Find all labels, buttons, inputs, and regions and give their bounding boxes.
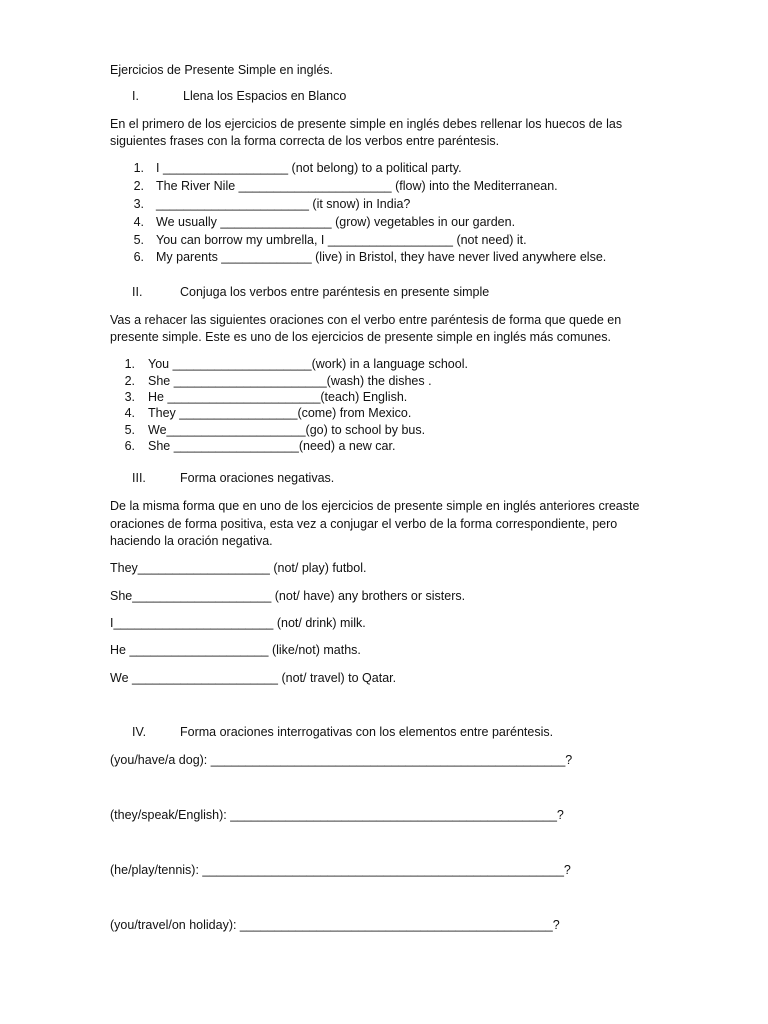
negative-sentence: He ____________________ (like/not) maths. <box>110 643 361 657</box>
section-1-heading: Llena los Espacios en Blanco <box>183 89 347 103</box>
item-number: 5. <box>133 233 144 247</box>
item-number: 4. <box>133 215 144 229</box>
item-number: 1. <box>124 357 135 371</box>
exercise-item: I __________________ (not belong) to a political party. <box>156 161 462 175</box>
item-number: 6. <box>124 439 135 453</box>
exercise-item: You can borrow my umbrella, I __________________ (not need) it. <box>156 233 527 247</box>
section-2-heading: Conjuga los verbos entre paréntesis en presente simple <box>180 285 490 299</box>
negative-sentence: We _____________________ (not/ travel) to Qatar. <box>110 671 397 685</box>
item-number: 2. <box>133 179 144 193</box>
document-title: Ejercicios de Presente Simple en inglés. <box>110 63 334 77</box>
section-3-intro-line: haciendo la oración negativa. <box>110 534 273 548</box>
section-2-numeral: II. <box>132 285 143 299</box>
item-number: 3. <box>133 197 144 211</box>
section-2-intro-line: presente simple. Este es uno de los ejercicios de presente simple en inglés más comunes. <box>110 330 611 344</box>
exercise-item: She __________________(need) a new car. <box>148 439 396 453</box>
exercise-item: We____________________(go) to school by bus. <box>148 423 426 437</box>
negative-sentence: They___________________ (not/ play) futbol. <box>110 561 367 575</box>
item-number: 6. <box>133 250 144 264</box>
section-4-heading: Forma oraciones interrogativas con los elementos entre paréntesis. <box>180 725 554 739</box>
section-3-intro-line: oraciones de forma positiva, esta vez a conjugar el verbo de la forma correspondiente, pero <box>110 517 618 531</box>
item-number: 5. <box>124 423 135 437</box>
question-prompt: (they/speak/English): _______________________________________________? <box>110 808 564 822</box>
section-3-heading: Forma oraciones negativas. <box>180 471 335 485</box>
exercise-item: They _________________(come) from Mexico. <box>148 406 412 420</box>
section-2-intro-line: Vas a rehacer las siguientes oraciones con el verbo entre paréntesis de forma que quede en <box>110 313 622 327</box>
item-number: 2. <box>124 374 135 388</box>
exercise-item: ______________________ (it snow) in India? <box>156 197 411 211</box>
section-4-numeral: IV. <box>132 725 147 739</box>
negative-sentence: She____________________ (not/ have) any brothers or sisters. <box>110 589 466 603</box>
question-prompt: (you/have/a dog): ___________________________________________________? <box>110 753 573 767</box>
item-number: 3. <box>124 390 135 404</box>
question-prompt: (he/play/tennis): ____________________________________________________? <box>110 863 571 877</box>
section-1-intro-line: siguientes frases con la forma correcta de los verbos entre paréntesis. <box>110 134 500 148</box>
exercise-item: She ______________________(wash) the dishes . <box>148 374 432 388</box>
section-1-numeral: I. <box>132 89 139 103</box>
question-prompt: (you/travel/on holiday): _____________________________________________? <box>110 918 560 932</box>
negative-sentence: I_______________________ (not/ drink) milk. <box>110 616 366 630</box>
item-number: 4. <box>124 406 135 420</box>
section-3-numeral: III. <box>132 471 146 485</box>
section-1-intro-line: En el primero de los ejercicios de presente simple en inglés debes rellenar los huecos de las <box>110 117 623 131</box>
exercise-item: You ____________________(work) in a language school. <box>148 357 468 371</box>
section-3-intro-line: De la misma forma que en uno de los ejercicios de presente simple en inglés anteriores creaste <box>110 499 640 513</box>
exercise-item: My parents _____________ (live) in Bristol, they have never lived anywhere else. <box>156 250 607 264</box>
exercise-item: We usually ________________ (grow) vegetables in our garden. <box>156 215 516 229</box>
item-number: 1. <box>133 161 144 175</box>
exercise-item: He ______________________(teach) English. <box>148 390 408 404</box>
exercise-item: The River Nile ______________________ (flow) into the Mediterranean. <box>156 179 558 193</box>
